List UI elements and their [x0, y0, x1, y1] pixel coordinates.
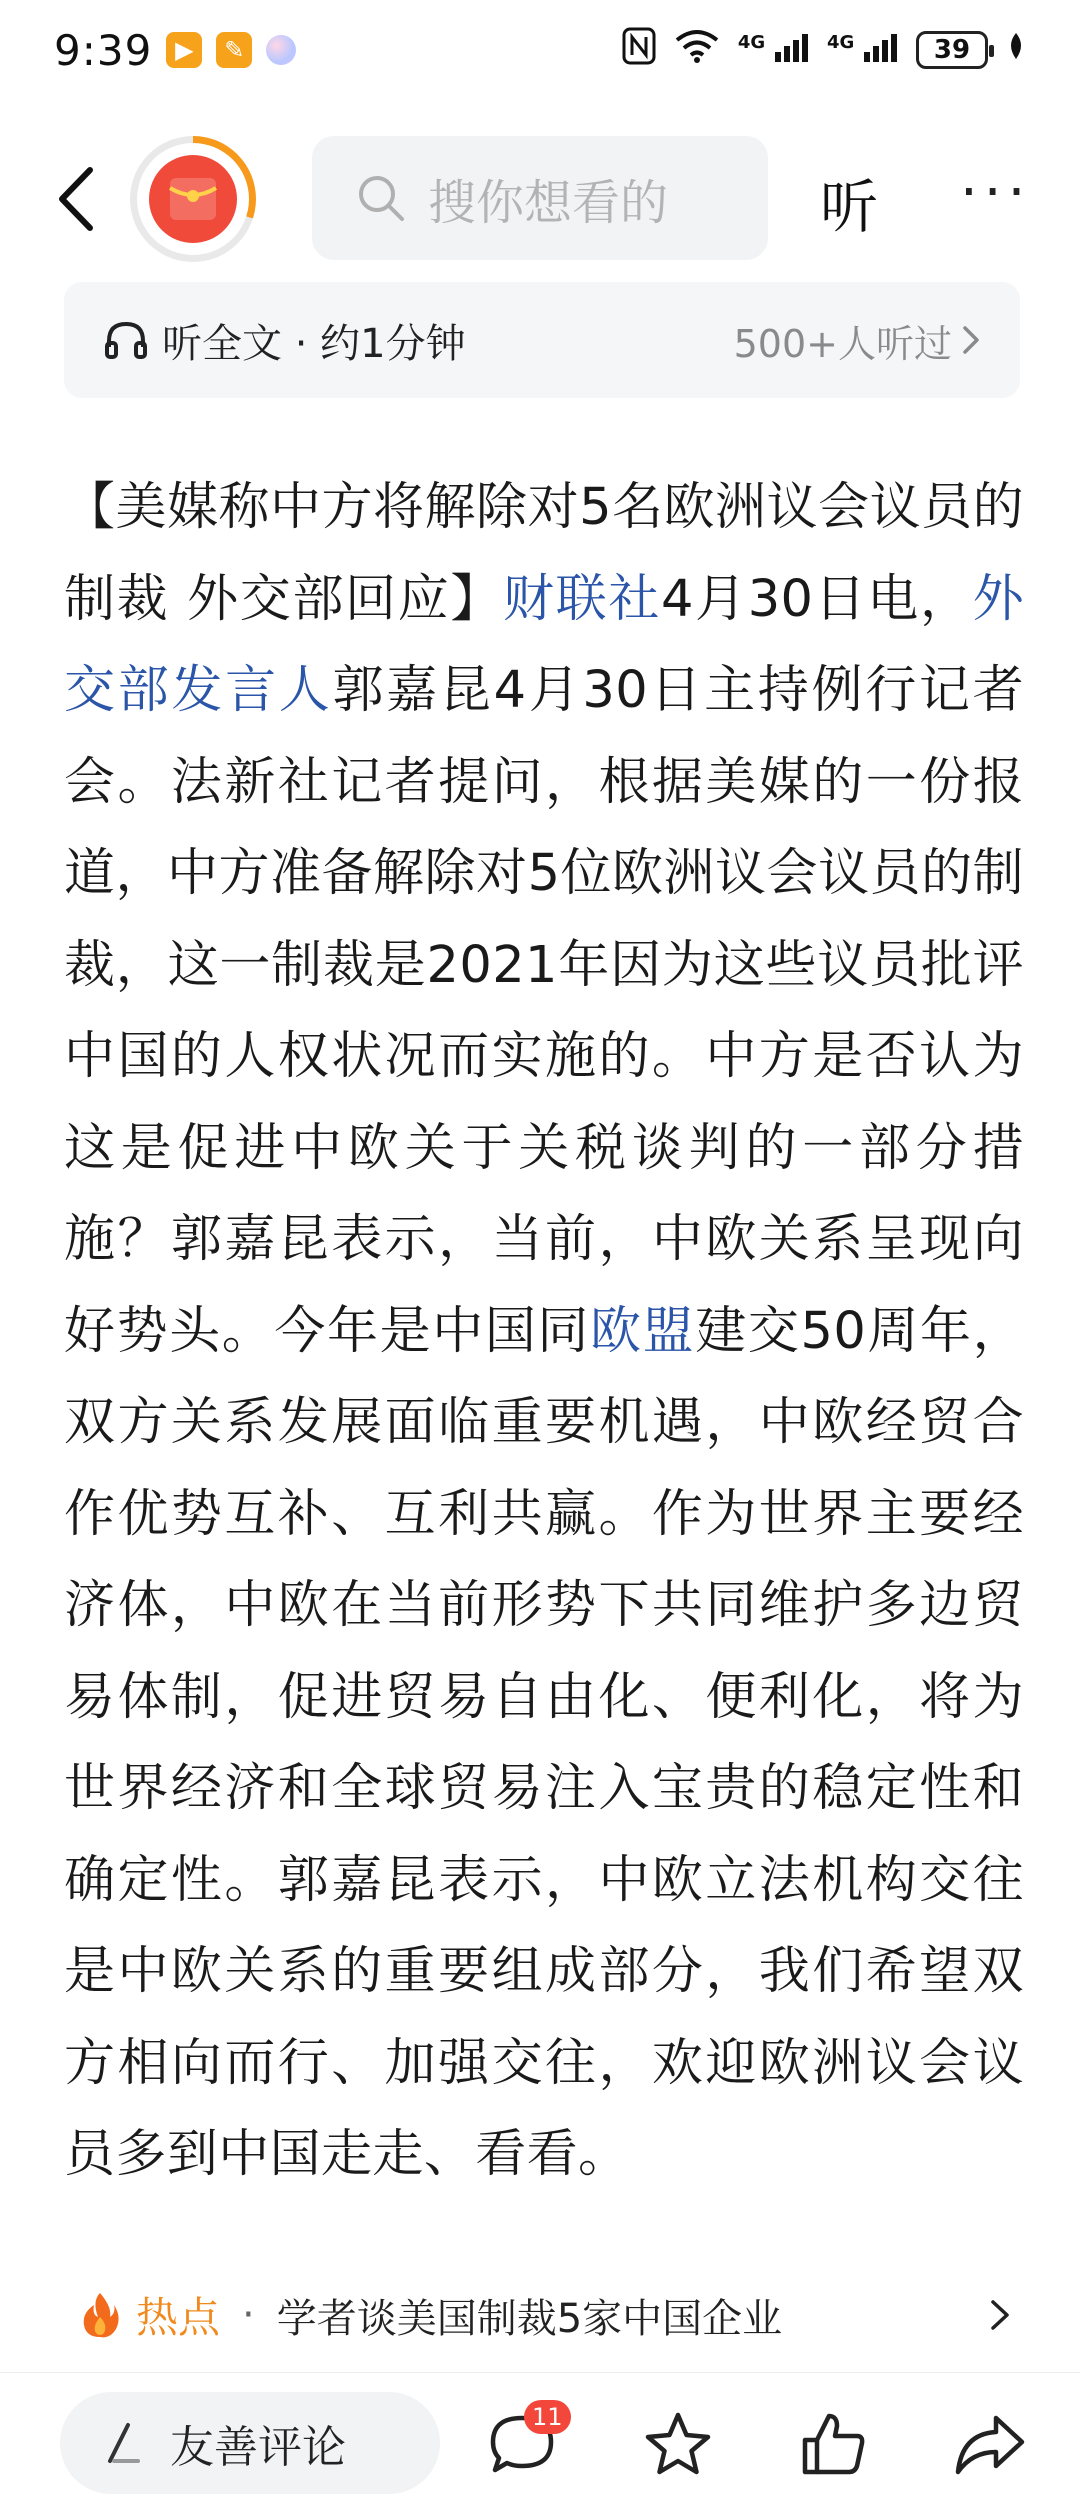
article-headline: 【美媒称中方将解除对5名欧洲议会议员的制裁 外交部回应】 — [64, 478, 1024, 629]
hot-title: 学者谈美国制裁5家中国企业 — [276, 2295, 783, 2342]
app-notification-icon-3 — [266, 35, 296, 65]
article-text-2: 郭嘉昆4月30日主持例行记者会。法新社记者提问，根据美媒的一份报道，中方准备解除对5位欧洲议会议员的制裁，这一制裁是2021年因为这些议员批评中国的人权状况而实施的。中方是否认为这是促进中欧关于关税谈判的一部分措施？郭嘉昆表示，当前，中欧关系呈现向好势头。今年是中国同 — [64, 661, 1024, 1361]
chevron-left-icon — [56, 166, 96, 232]
comment-input[interactable] — [60, 2392, 440, 2494]
status-bar — [0, 0, 1080, 100]
signal-2-icon: 4G — [827, 32, 898, 69]
fire-icon — [80, 2291, 120, 2339]
search-icon — [356, 173, 406, 223]
hot-label: 热点 — [136, 2293, 221, 2342]
listen-full-text-bar[interactable] — [64, 282, 1020, 398]
article-text-3: 建交50周年，双方关系发展面临重要机遇，中欧经贸合作优势互补、互利共赢。作为世界主要经济体，中欧在当前形势下共同维护多边贸易体制，促进贸易自由化、便利化，将为世界经济和全球贸易注入宝贵的稳定性和确定性。郭嘉昆表示，中欧立法机构交往是中欧关系的重要组成部分，我们希望双方相向而行、加强交往，欢迎欧洲议会议员多到中国走走、看看。 — [64, 1301, 1024, 2184]
divider — [0, 2372, 1080, 2373]
like-button[interactable] — [794, 2404, 874, 2484]
more-button[interactable]: ··· — [960, 160, 1032, 225]
wifi-icon — [674, 28, 720, 72]
leaf-icon — [1006, 31, 1026, 69]
status-right — [622, 27, 1026, 73]
comments-button[interactable] — [482, 2404, 562, 2484]
red-envelope-icon — [149, 155, 237, 243]
listener-count: 500+人听过 — [733, 321, 952, 366]
article-text-1: 4月30日电， — [660, 569, 973, 629]
listen-duration-text: 听全文 · 约1分钟 — [162, 320, 466, 367]
listen-left — [104, 312, 466, 369]
status-left — [54, 26, 296, 75]
headphones-icon — [104, 319, 148, 361]
search-input[interactable] — [312, 136, 768, 260]
signal-1-icon: 4G — [738, 32, 809, 69]
comment-count-badge: 11 — [524, 2400, 571, 2434]
pen-icon — [100, 2421, 144, 2465]
listen-right — [734, 313, 980, 368]
comment-placeholder: 友善评论 — [170, 2422, 346, 2473]
spokesperson-link[interactable]: 外交部发言人 — [64, 569, 1024, 720]
article-body — [64, 462, 1024, 2201]
battery-level: 39 — [933, 35, 971, 65]
bottom-bar — [0, 2380, 1080, 2504]
share-icon — [954, 2412, 1026, 2476]
nfc-icon — [622, 27, 656, 73]
favorite-button[interactable] — [638, 2404, 718, 2484]
chevron-right-icon — [990, 2299, 1010, 2331]
search-placeholder: 搜你想看的 — [428, 174, 669, 231]
battery-icon — [916, 31, 988, 69]
header — [0, 128, 1080, 268]
hot-topic-row[interactable] — [80, 2270, 1010, 2360]
listen-button[interactable]: 听 — [820, 173, 879, 241]
chevron-right-icon — [962, 325, 980, 355]
source-link[interactable]: 财联社 — [503, 569, 661, 629]
avatar[interactable] — [130, 136, 256, 262]
star-icon — [643, 2410, 713, 2478]
hot-separator: · — [242, 2292, 255, 2338]
status-time: 9:39 — [54, 25, 153, 75]
app-notification-icon-2: ✎ — [216, 32, 252, 68]
thumbs-up-icon — [799, 2410, 869, 2478]
app-notification-icon: ▶ — [166, 32, 202, 68]
eu-link[interactable]: 欧盟 — [590, 1301, 696, 1361]
back-button[interactable] — [46, 164, 106, 234]
share-button[interactable] — [950, 2404, 1030, 2484]
